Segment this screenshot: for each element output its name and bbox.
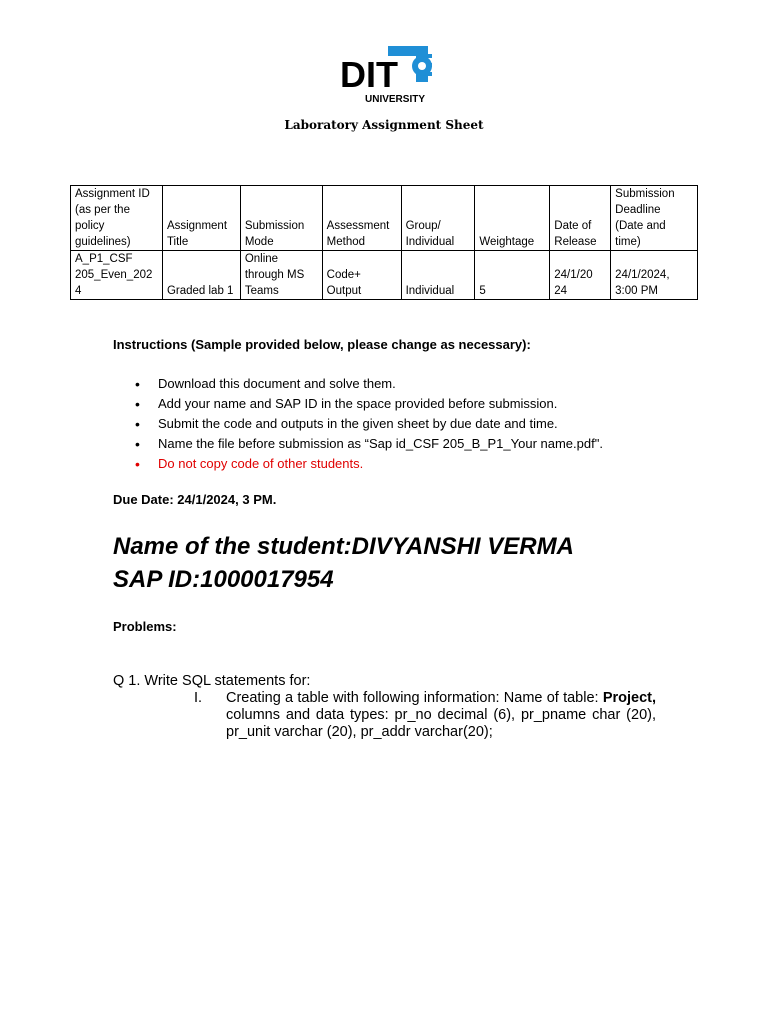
table-name-highlight: Project, [602, 690, 656, 706]
column-header: Assignment ID (as per the policy guidelines) [71, 186, 163, 251]
column-header: Assessment Method [322, 186, 401, 251]
table-cell: 5 [475, 251, 550, 300]
list-item-text: Download this document and solve them. [158, 376, 396, 391]
bullet-icon: • [135, 456, 140, 472]
table-cell: 24/1/20 24 [550, 251, 611, 300]
column-header: Assignment Title [162, 186, 240, 251]
list-item [113, 414, 603, 434]
list-item-text: Do not copy code of other students. [158, 456, 364, 471]
logo-graphic [338, 44, 434, 104]
table-cell: 24/1/2024, 3:00 PM [611, 251, 698, 300]
table-cell: Graded lab 1 [162, 251, 240, 300]
student-name: Name of the student:DIVYANSHI VERMA [113, 533, 574, 560]
list-item [113, 434, 603, 454]
sub-question-text [226, 690, 656, 741]
assignment-table [70, 185, 698, 300]
sub-text-part-2: columns and data types: pr_no decimal (6), pr_pname char (20), pr_unit varchar (20), pr_addr varchar(20); [226, 707, 656, 740]
column-header: Submission Mode [240, 186, 322, 251]
table-cell: Individual [401, 251, 475, 300]
instructions-list [113, 374, 603, 474]
problems-heading: Problems: [113, 619, 177, 634]
dit-university-logo [338, 44, 434, 104]
list-item [113, 374, 603, 394]
bullet-icon: • [135, 416, 140, 432]
column-header: Group/ Individual [401, 186, 475, 251]
list-item-text: Name the file before submission as “Sap id_CSF 205_B_P1_Your name.pdf". [158, 436, 603, 451]
table-cell: Code+ Output [322, 251, 401, 300]
logo-subtext: UNIVERSITY [365, 94, 426, 104]
table-header-row [71, 186, 698, 251]
column-header: Submission Deadline (Date and time) [611, 186, 698, 251]
list-item-text: Submit the code and outputs in the given sheet by due date and time. [158, 416, 558, 431]
table-cell: A_P1_CSF 205_Even_202 4 [71, 251, 163, 300]
table-row [71, 251, 698, 300]
list-item-text: Add your name and SAP ID in the space provided before submission. [158, 396, 558, 411]
sub-text-part-1: Creating a table with following information: Name of table: [226, 690, 603, 706]
due-date: Due Date: 24/1/2024, 3 PM. [113, 492, 277, 507]
column-header: Weightage [475, 186, 550, 251]
bullet-icon: • [135, 436, 140, 452]
student-info [113, 530, 574, 596]
logo-text: DIT [340, 54, 398, 95]
list-item [113, 394, 603, 414]
question-1: Q 1. Write SQL statements for: [113, 673, 311, 689]
column-header: Date of Release [550, 186, 611, 251]
instructions-heading: Instructions (Sample provided below, please change as necessary): [113, 337, 531, 352]
sheet-title: Laboratory Assignment Sheet [284, 118, 484, 132]
bullet-icon: • [135, 376, 140, 392]
sub-question-number: I. [194, 690, 203, 706]
sub-question-1 [194, 690, 656, 741]
bullet-icon: • [135, 396, 140, 412]
student-sap-id: SAP ID:1000017954 [113, 566, 334, 593]
table-cell: Online through MS Teams [240, 251, 322, 300]
list-item-warning [113, 454, 603, 474]
